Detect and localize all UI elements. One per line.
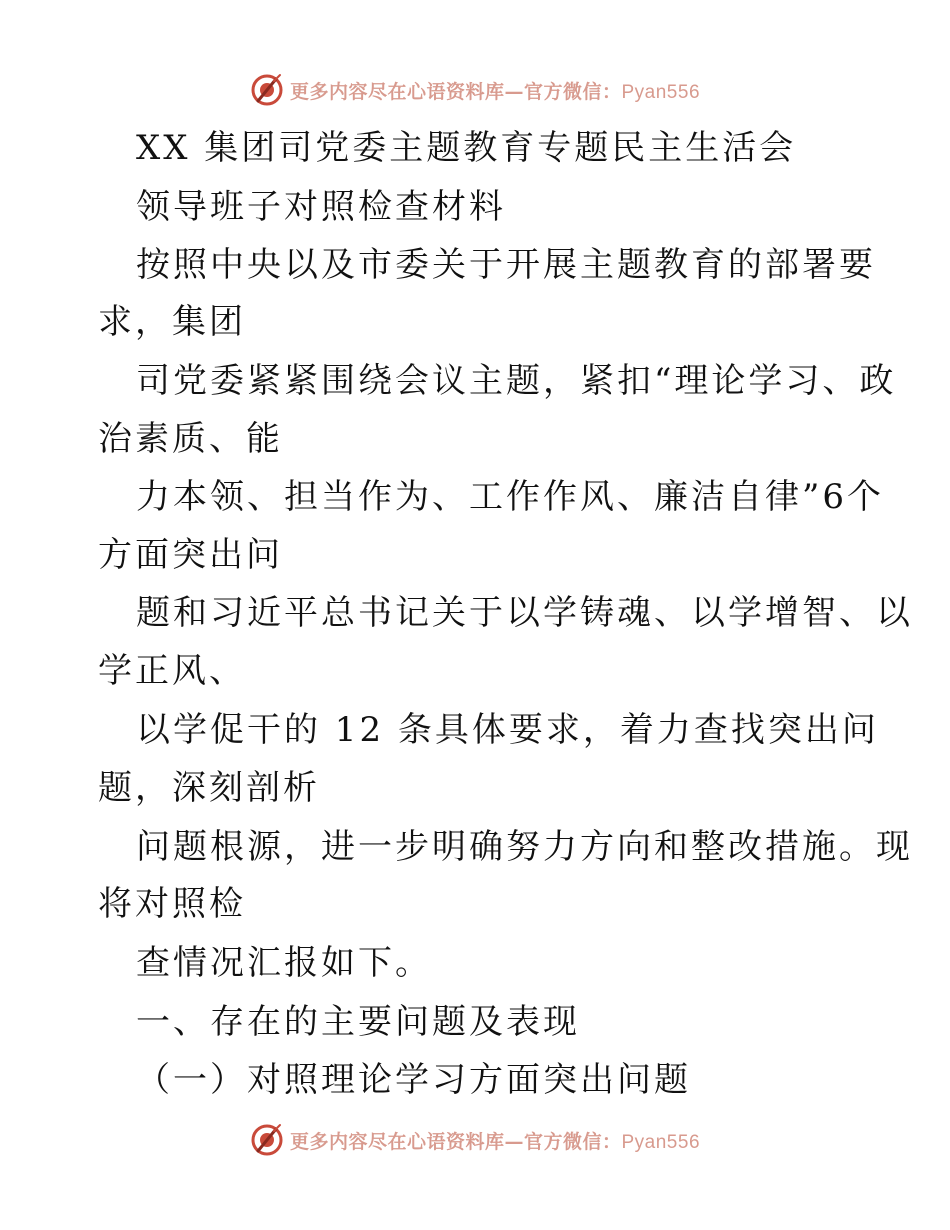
text-line: 司党委紧紧围绕会议主题，紧扣“理论学习、政 (136, 361, 897, 401)
text-line: 将对照检 (98, 884, 246, 924)
watermark-text: 更多内容尽在心语资料库—官方微信：Pyan556 (289, 80, 701, 103)
watermark-header (0, 68, 950, 112)
text-line: 求，集团 (98, 302, 246, 342)
pen-logo-icon (250, 73, 284, 107)
text-line: 题，深刻剖析 (98, 768, 320, 808)
pen-logo-icon (250, 1123, 284, 1157)
text-line: 查情况汇报如下。 (136, 943, 432, 983)
text-line: 题和习近平总书记关于以学铸魂、以学增智、以 (136, 593, 913, 633)
section-heading: 一、存在的主要问题及表现 (136, 1002, 580, 1042)
text-line: 学正风、 (98, 651, 246, 691)
watermark-text: 更多内容尽在心语资料库—官方微信：Pyan556 (289, 1130, 701, 1153)
watermark-footer (0, 1118, 950, 1162)
text-line: 方面突出问 (98, 535, 283, 575)
text-line: 力本领、担当作为、工作作风、廉洁自律”6个 (136, 477, 885, 517)
text-line: 按照中央以及市委关于开展主题教育的部署要 (136, 245, 876, 285)
text-line: 治素质、能 (98, 419, 283, 459)
text-line: 以学促干的 12 条具体要求，着力查找突出问 (136, 710, 879, 750)
text-line: 问题根源，进一步明确努力方向和整改措施。现 (136, 827, 913, 867)
doc-title-line: XX 集团司党委主题教育专题民主生活会 (136, 128, 797, 168)
doc-subtitle-line: 领导班子对照检查材料 (136, 187, 506, 227)
subsection-heading: （一）对照理论学习方面突出问题 (136, 1060, 691, 1100)
